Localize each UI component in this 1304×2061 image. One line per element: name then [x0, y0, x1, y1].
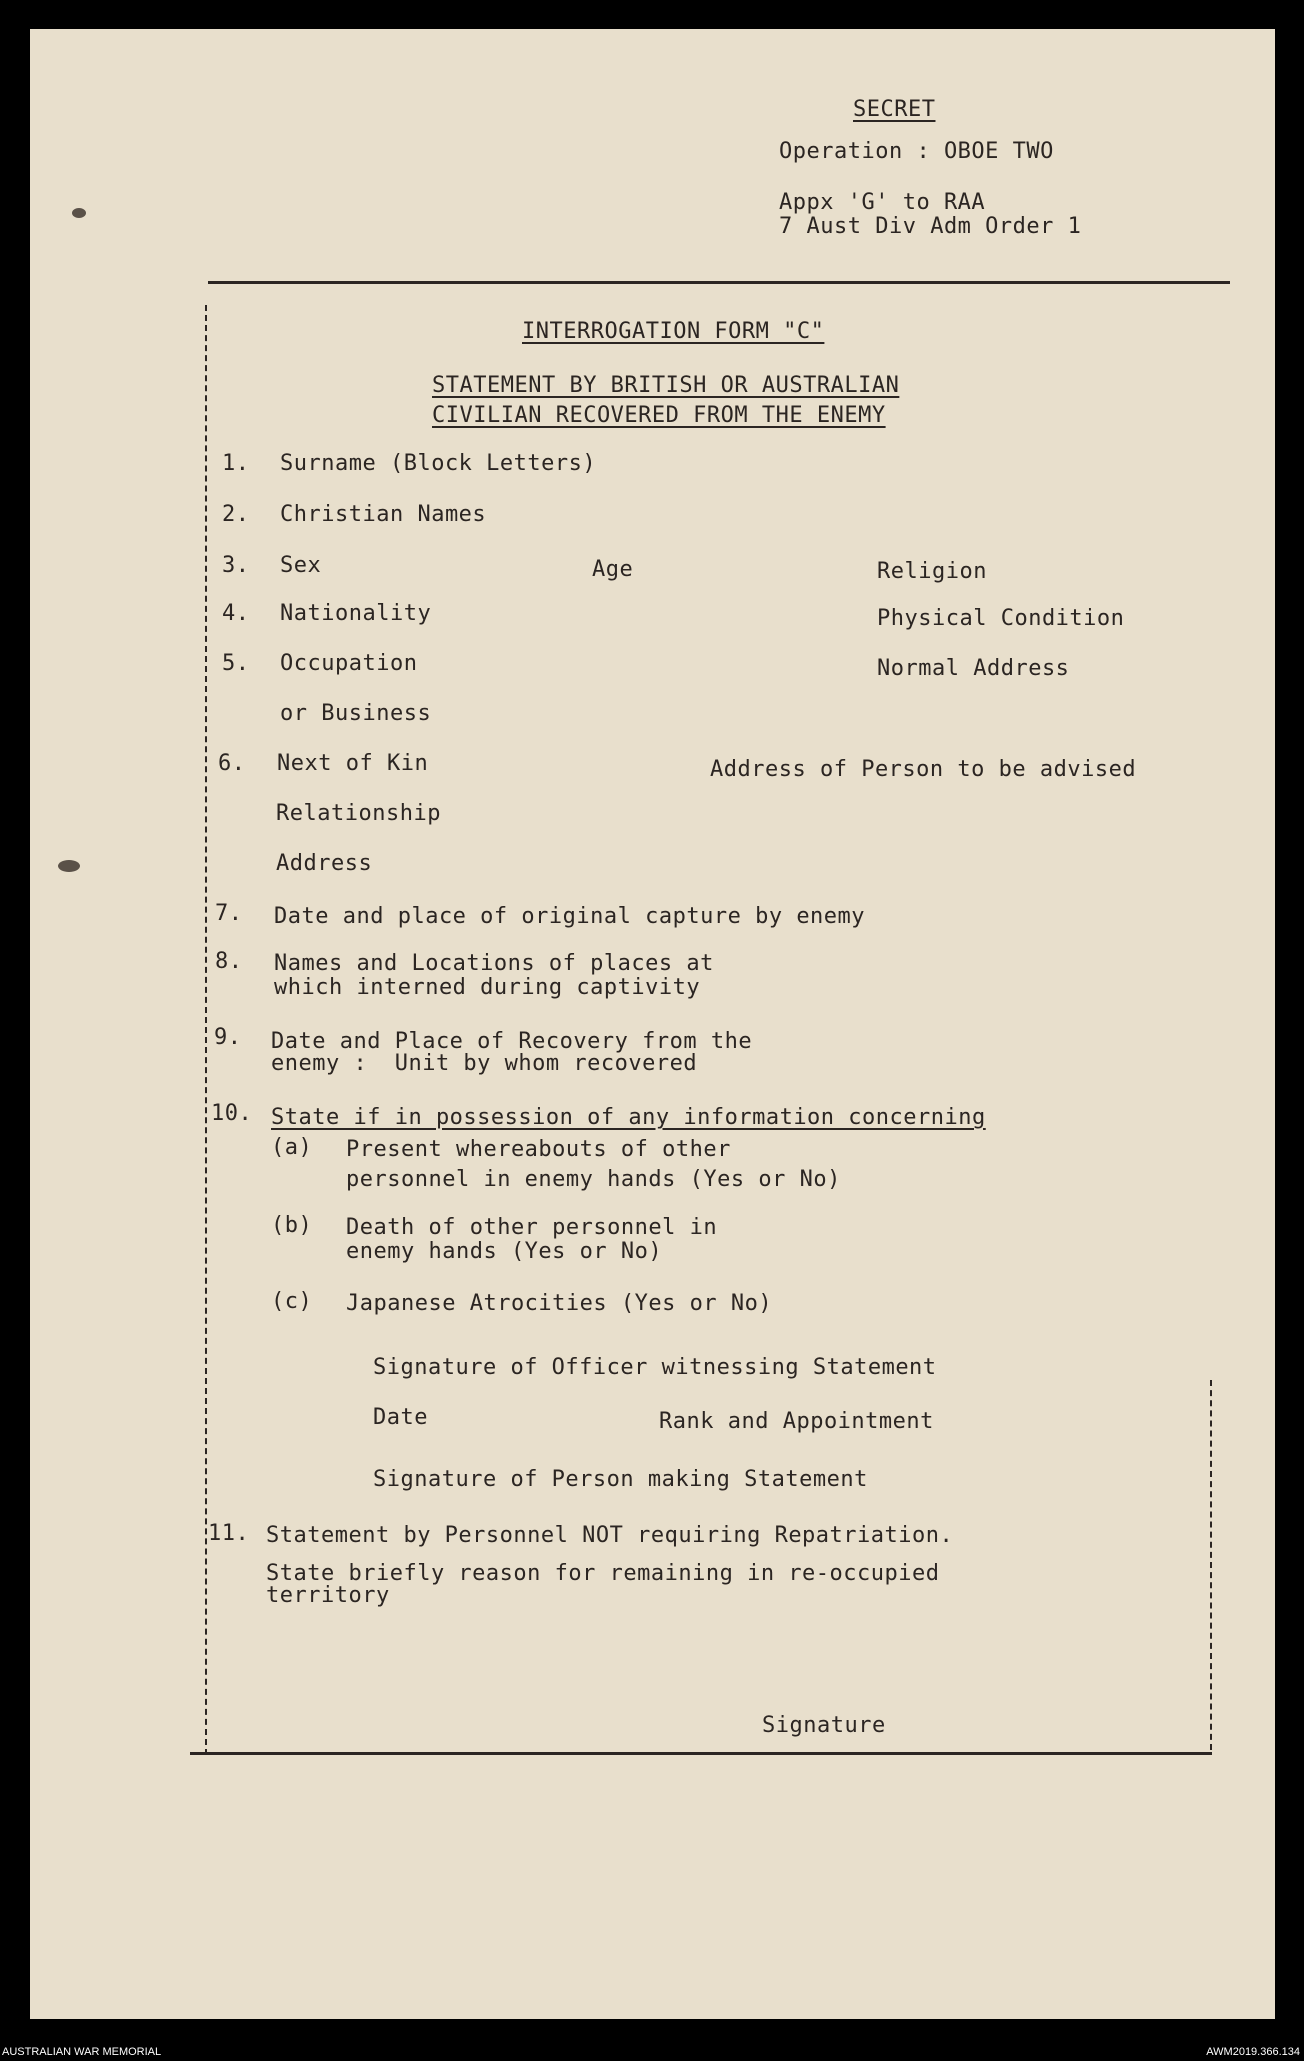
sub-item-label: (c) — [271, 1289, 313, 1314]
date-label: Date — [373, 1405, 428, 1430]
religion-label: Religion — [877, 559, 987, 584]
state-briefly-line2: territory — [266, 1583, 390, 1608]
date-recovery-line2: enemy : Unit by whom recovered — [271, 1051, 698, 1076]
state-briefly-line1: State briefly reason for remaining in re-occupied — [266, 1561, 940, 1586]
next-of-kin-label: Next of Kin — [277, 751, 429, 776]
names-locations-line1: Names and Locations of places at — [274, 951, 714, 976]
sex-label: Sex — [280, 553, 322, 578]
signature-officer-label: Signature of Officer witnessing Statement — [373, 1355, 937, 1380]
form-left-border — [205, 305, 207, 1755]
item-number: 8. — [215, 949, 243, 974]
or-business-label: or Business — [280, 701, 432, 726]
statement-personnel-label: Statement by Personnel NOT requiring Repatriation. — [266, 1523, 954, 1548]
item-number: 9. — [214, 1025, 242, 1050]
death-line1: Death of other personnel in — [346, 1215, 718, 1240]
item-number: 4. — [222, 601, 250, 626]
whereabouts-line1: Present whereabouts of other — [346, 1137, 731, 1162]
names-locations-line2: which interned during captivity — [274, 975, 701, 1000]
normal-address-label: Normal Address — [877, 656, 1070, 681]
form-subtitle-line2: CIVILIAN RECOVERED FROM THE ENEMY — [432, 403, 886, 428]
form-top-border — [208, 281, 1230, 284]
footer-accession-number: AWM2019.366.134 — [1206, 2046, 1300, 2058]
death-line2: enemy hands (Yes or No) — [346, 1239, 663, 1264]
item-number: 10. — [211, 1101, 253, 1126]
punch-mark — [72, 208, 86, 218]
item-number: 5. — [222, 651, 250, 676]
item-number: 3. — [222, 553, 250, 578]
item-number: 11. — [208, 1521, 250, 1546]
christian-names-label: Christian Names — [280, 502, 487, 527]
form-bottom-border — [190, 1752, 1212, 1755]
occupation-label: Occupation — [280, 651, 418, 676]
appendix-line2: 7 Aust Div Adm Order 1 — [779, 214, 1082, 239]
state-info-label: State if in possession of any information concerning — [271, 1105, 986, 1130]
classification-label: SECRET — [853, 97, 936, 122]
form-title: INTERROGATION FORM "C" — [522, 319, 825, 344]
appendix-line1: Appx 'G' to RAA — [779, 190, 986, 215]
atrocities-label: Japanese Atrocities (Yes or No) — [346, 1291, 773, 1316]
whereabouts-line2: personnel in enemy hands (Yes or No) — [346, 1167, 841, 1192]
sub-item-label: (b) — [271, 1213, 313, 1238]
address-advised-label: Address of Person to be advised — [710, 757, 1137, 782]
physical-condition-label: Physical Condition — [877, 606, 1125, 631]
item-number: 7. — [215, 901, 243, 926]
item-number: 6. — [218, 751, 246, 776]
age-label: Age — [592, 557, 634, 582]
signature-person-label: Signature of Person making Statement — [373, 1467, 868, 1492]
item-number: 1. — [222, 451, 250, 476]
item-number: 2. — [222, 502, 250, 527]
sub-item-label: (a) — [271, 1135, 313, 1160]
nationality-label: Nationality — [280, 601, 432, 626]
relationship-label: Relationship — [276, 801, 441, 826]
date-recovery-line1: Date and Place of Recovery from the — [271, 1029, 753, 1054]
form-subtitle-line1: STATEMENT BY BRITISH OR AUSTRALIAN — [432, 373, 900, 398]
surname-label: Surname (Block Letters) — [280, 451, 597, 476]
punch-mark — [58, 860, 80, 872]
address-label: Address — [276, 851, 373, 876]
rank-appointment-label: Rank and Appointment — [659, 1409, 934, 1434]
date-capture-label: Date and place of original capture by enemy — [274, 904, 866, 929]
form-right-border — [1210, 1380, 1212, 1750]
footer-institution: AUSTRALIAN WAR MEMORIAL — [2, 2046, 162, 2058]
signature-label: Signature — [762, 1713, 886, 1738]
operation-label: Operation : OBOE TWO — [779, 139, 1054, 164]
